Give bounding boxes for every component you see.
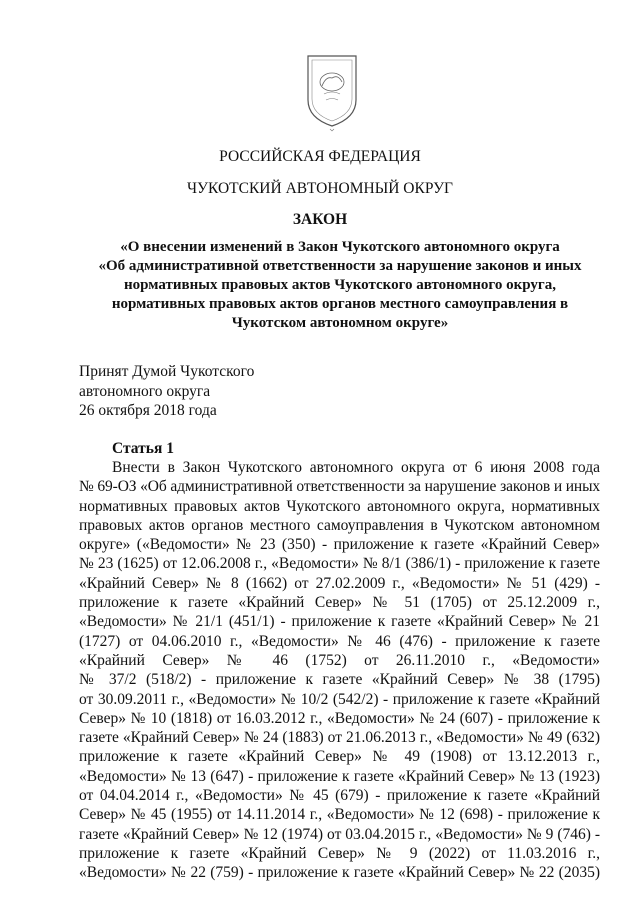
document-type: ЗАКОН (292, 211, 348, 228)
article-line: от 30.09.2011 г., «Ведомости» № 10/2 (542/2) - приложение к газете «Крайний (79, 690, 600, 708)
article-line: «Ведомости» № 13 (647) - приложение к газете «Крайний Север» № 13 (1923) (79, 767, 600, 785)
article-line: газете «Крайний Север» № 12 (1974) от 03.04.2015 г., «Ведомости» № 9 (746) - (79, 825, 600, 843)
article-line: Внести в Закон Чукотского автономного округа от 6 июня 2008 года (112, 459, 600, 476)
adoption-line: автономного округа (79, 382, 211, 400)
law-title-line: нормативных правовых актов органов местного самоуправления в (111, 296, 569, 312)
law-title-line: «О внесении изменений в Закон Чукотского автономного округа (120, 239, 560, 255)
article-line: Север» № 45 (1955) от 14.11.2014 г., «Ведомости» № 12 (698) - приложение к (79, 806, 600, 824)
article-title: Статья 1 (112, 440, 174, 457)
article-body (79, 458, 600, 883)
adoption-line: Принят Думой Чукотского (79, 363, 255, 380)
article-line: нормативных правовых актов Чукотского автономного округа, нормативных (79, 497, 600, 515)
coat-of-arms-emblem (302, 52, 362, 132)
country-name: РОССИЙСКАЯ ФЕДЕРАЦИЯ (219, 148, 421, 165)
region-name: ЧУКОТСКИЙ АВТОНОМНЫЙ ОКРУГ (186, 180, 454, 197)
article-line: Север» № 10 (1818) от 16.03.2012 г., «Ведомости» № 24 (607) - приложение к (79, 709, 600, 727)
law-title (80, 238, 600, 333)
article-line: приложение к газете «Крайний Север» № 51 (1705) от 25.12.2009 г., (79, 594, 600, 612)
law-title-line: нормативных правовых актов Чукотского автономного округа, (124, 277, 556, 293)
article-line: округе» («Ведомости» № 23 (350) - приложение к газете «Крайний Север» (79, 536, 600, 554)
adoption-date: 26 октября 2018 года (79, 402, 217, 419)
article-line: газете «Крайний Север» № 24 (1883) от 21.06.2013 г., «Ведомости» № 49 (632) (79, 729, 600, 747)
law-title-line: «Об административной ответственности за нарушение законов и иных (98, 258, 582, 274)
article-line: «Ведомости» № 21/1 (451/1) - приложение к газете «Крайний Север» № 21 (79, 613, 600, 631)
article-line: № 37/2 (518/2) - приложение к газете «Крайний Север» № 38 (1795) (79, 671, 600, 689)
article-line: № 23 (1625) от 12.06.2008 г., «Ведомости» № 8/1 (386/1) - приложение к газете (79, 555, 600, 573)
coat-of-arms-icon (302, 52, 362, 132)
article-line: (1727) от 04.06.2010 г., «Ведомости» № 46 (476) - приложение к газете (79, 632, 600, 650)
article-line: «Крайний Север» № 8 (1662) от 27.02.2009 г., «Ведомости» № 51 (429) - (79, 574, 600, 592)
article-line: № 69-ОЗ «Об административной ответственности за нарушение законов и иных (79, 478, 601, 496)
article-line: приложение к газете «Крайний Север» № 9 (2022) от 11.03.2016 г., (79, 844, 600, 862)
article-line: от 04.04.2014 г., «Ведомости» № 45 (679) - приложение к газете «Крайний (79, 787, 600, 805)
article-line: «Крайний Север» № 46 (1752) от 26.11.2010 г., «Ведомости» (79, 651, 600, 669)
article-line: «Ведомости» № 22 (759) - приложение к газете «Крайний Север» № 22 (2035) (79, 864, 600, 882)
article-line: правовых актов органов местного самоуправления в Чукотском автономном (79, 516, 600, 534)
adoption-info (79, 362, 254, 421)
law-title-line: Чукотском автономном округе» (231, 315, 449, 331)
article-line: приложение к газете «Крайний Север» № 49 (1908) от 13.12.2013 г., (79, 748, 600, 766)
